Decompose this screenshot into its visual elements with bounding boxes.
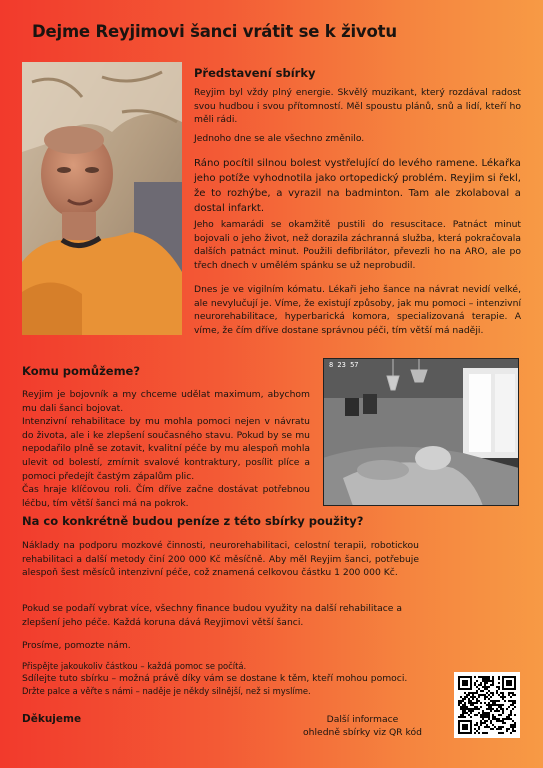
closing-line: Sdílejte tuto sbírku – možná právě díky vám se dostane k těm, kteří mohou pomoci. bbox=[22, 673, 408, 684]
intro-paragraph: Dnes je ve vigilním kómatu. Lékaři jeho šance na návrat nevidí velké, ale nevylučují je. Víme, že existují způsoby, jak mu pomoci – intenzivní neurorehabilitace, hyperbarická komora, specializovaná terapie. A víme, že čím dříve dostane správnou péči, tím větší má naději. bbox=[194, 284, 521, 336]
money-paragraph: Náklady na podporu mozkové činnosti, neurorehabilitaci, celostní terapii, robotickou rehabilitaci a další metody činí 200 000 Kč měsíčně. Aby měl Reyjim šanci, potřebuje alespoň šest měsíců intenzivní péče, což znamená celkovou částku 1 200 000 Kč. bbox=[22, 540, 419, 579]
camera-timestamp: 8 23 57 bbox=[329, 361, 359, 369]
intro-paragraph: Ráno pocítil silnou bolest vystřelující do levého ramene. Lékařka jeho potíže vyhodnotila jako ortopedický problém. Reyjim si řekl, že to rozhýbe, a vyrazil na badminton. Tam ale zkolaboval a dostal infarkt. bbox=[194, 158, 521, 214]
who-heading: Komu pomůžeme? bbox=[22, 364, 141, 378]
camera-photo bbox=[323, 358, 519, 506]
qr-code[interactable] bbox=[454, 672, 520, 738]
thanks-text: Děkujeme bbox=[22, 713, 82, 725]
who-paragraph: Čas hraje klíčovou roli. Čím dříve začne dostávat potřebnou léčbu, tím větší šanci má na pokrok. bbox=[22, 484, 310, 509]
money-paragraph: Pokud se podaří vybrat více, všechny finance budou využity na další rehabilitace a zlepšení jeho péče. Každá koruna dává Reyjimovi větší šanci. bbox=[22, 603, 402, 628]
more-info-line: Další informace bbox=[326, 714, 399, 725]
more-info bbox=[300, 713, 425, 739]
intro-paragraph: Reyjim byl vždy plný energie. Skvělý muzikant, který rozdával radost svou hudbou i svou přítomností. Měl spoustu plánů, snů a lidí, kteří ho měli rádi. bbox=[194, 87, 521, 126]
money-heading: Na co konkrétně budou peníze z této sbírky použity? bbox=[22, 514, 364, 528]
person-photo bbox=[22, 62, 182, 335]
money-paragraph: Prosíme, pomozte nám. bbox=[22, 640, 131, 651]
closing-line: Držte palce a věřte s námi – naděje je někdy silnější, než si myslíme. bbox=[22, 686, 311, 696]
who-paragraph: Reyjim je bojovník a my chceme udělat maximum, abychom mu dali šanci bojovat. bbox=[22, 389, 310, 414]
intro-paragraph: Jeho kamarádi se okamžitě pustili do resuscitace. Patnáct minut bojovali o jeho život, než dorazila záchranná služba, která pokračovala dalších patnáct minut. Použili defibrilátor, převezli ho na ARO, ale po třech dnech v umělém spánku se už neprobudil. bbox=[194, 219, 521, 271]
closing-lines bbox=[22, 660, 442, 697]
closing-line: Přispějte jakoukoliv částkou – každá pomoc se počítá. bbox=[22, 661, 247, 671]
qr-modules bbox=[458, 676, 516, 734]
who-paragraph: Intenzivní rehabilitace by mu mohla pomoci nejen v návratu do života, ale i ke zlepšení současného stavu. Pokud by se mu nepodařilo plně se zotavit, kvalitní péče by mu alespoň mohla ulevit od bolestí, zmírnit svalové kontraktury, posílit plíce a pomoci předejít častým zápalům plic. bbox=[22, 416, 310, 482]
intro-heading: Představení sbírky bbox=[194, 66, 316, 80]
intro-paragraph: Jednoho dne se ale všechno změnilo. bbox=[194, 133, 365, 144]
page-title: Dejme Reyjimovi šanci vrátit se k životu bbox=[32, 22, 397, 41]
who-text bbox=[22, 388, 310, 510]
intro-section bbox=[194, 66, 521, 80]
more-info-line: ohledně sbírky viz QR kód bbox=[303, 727, 422, 738]
